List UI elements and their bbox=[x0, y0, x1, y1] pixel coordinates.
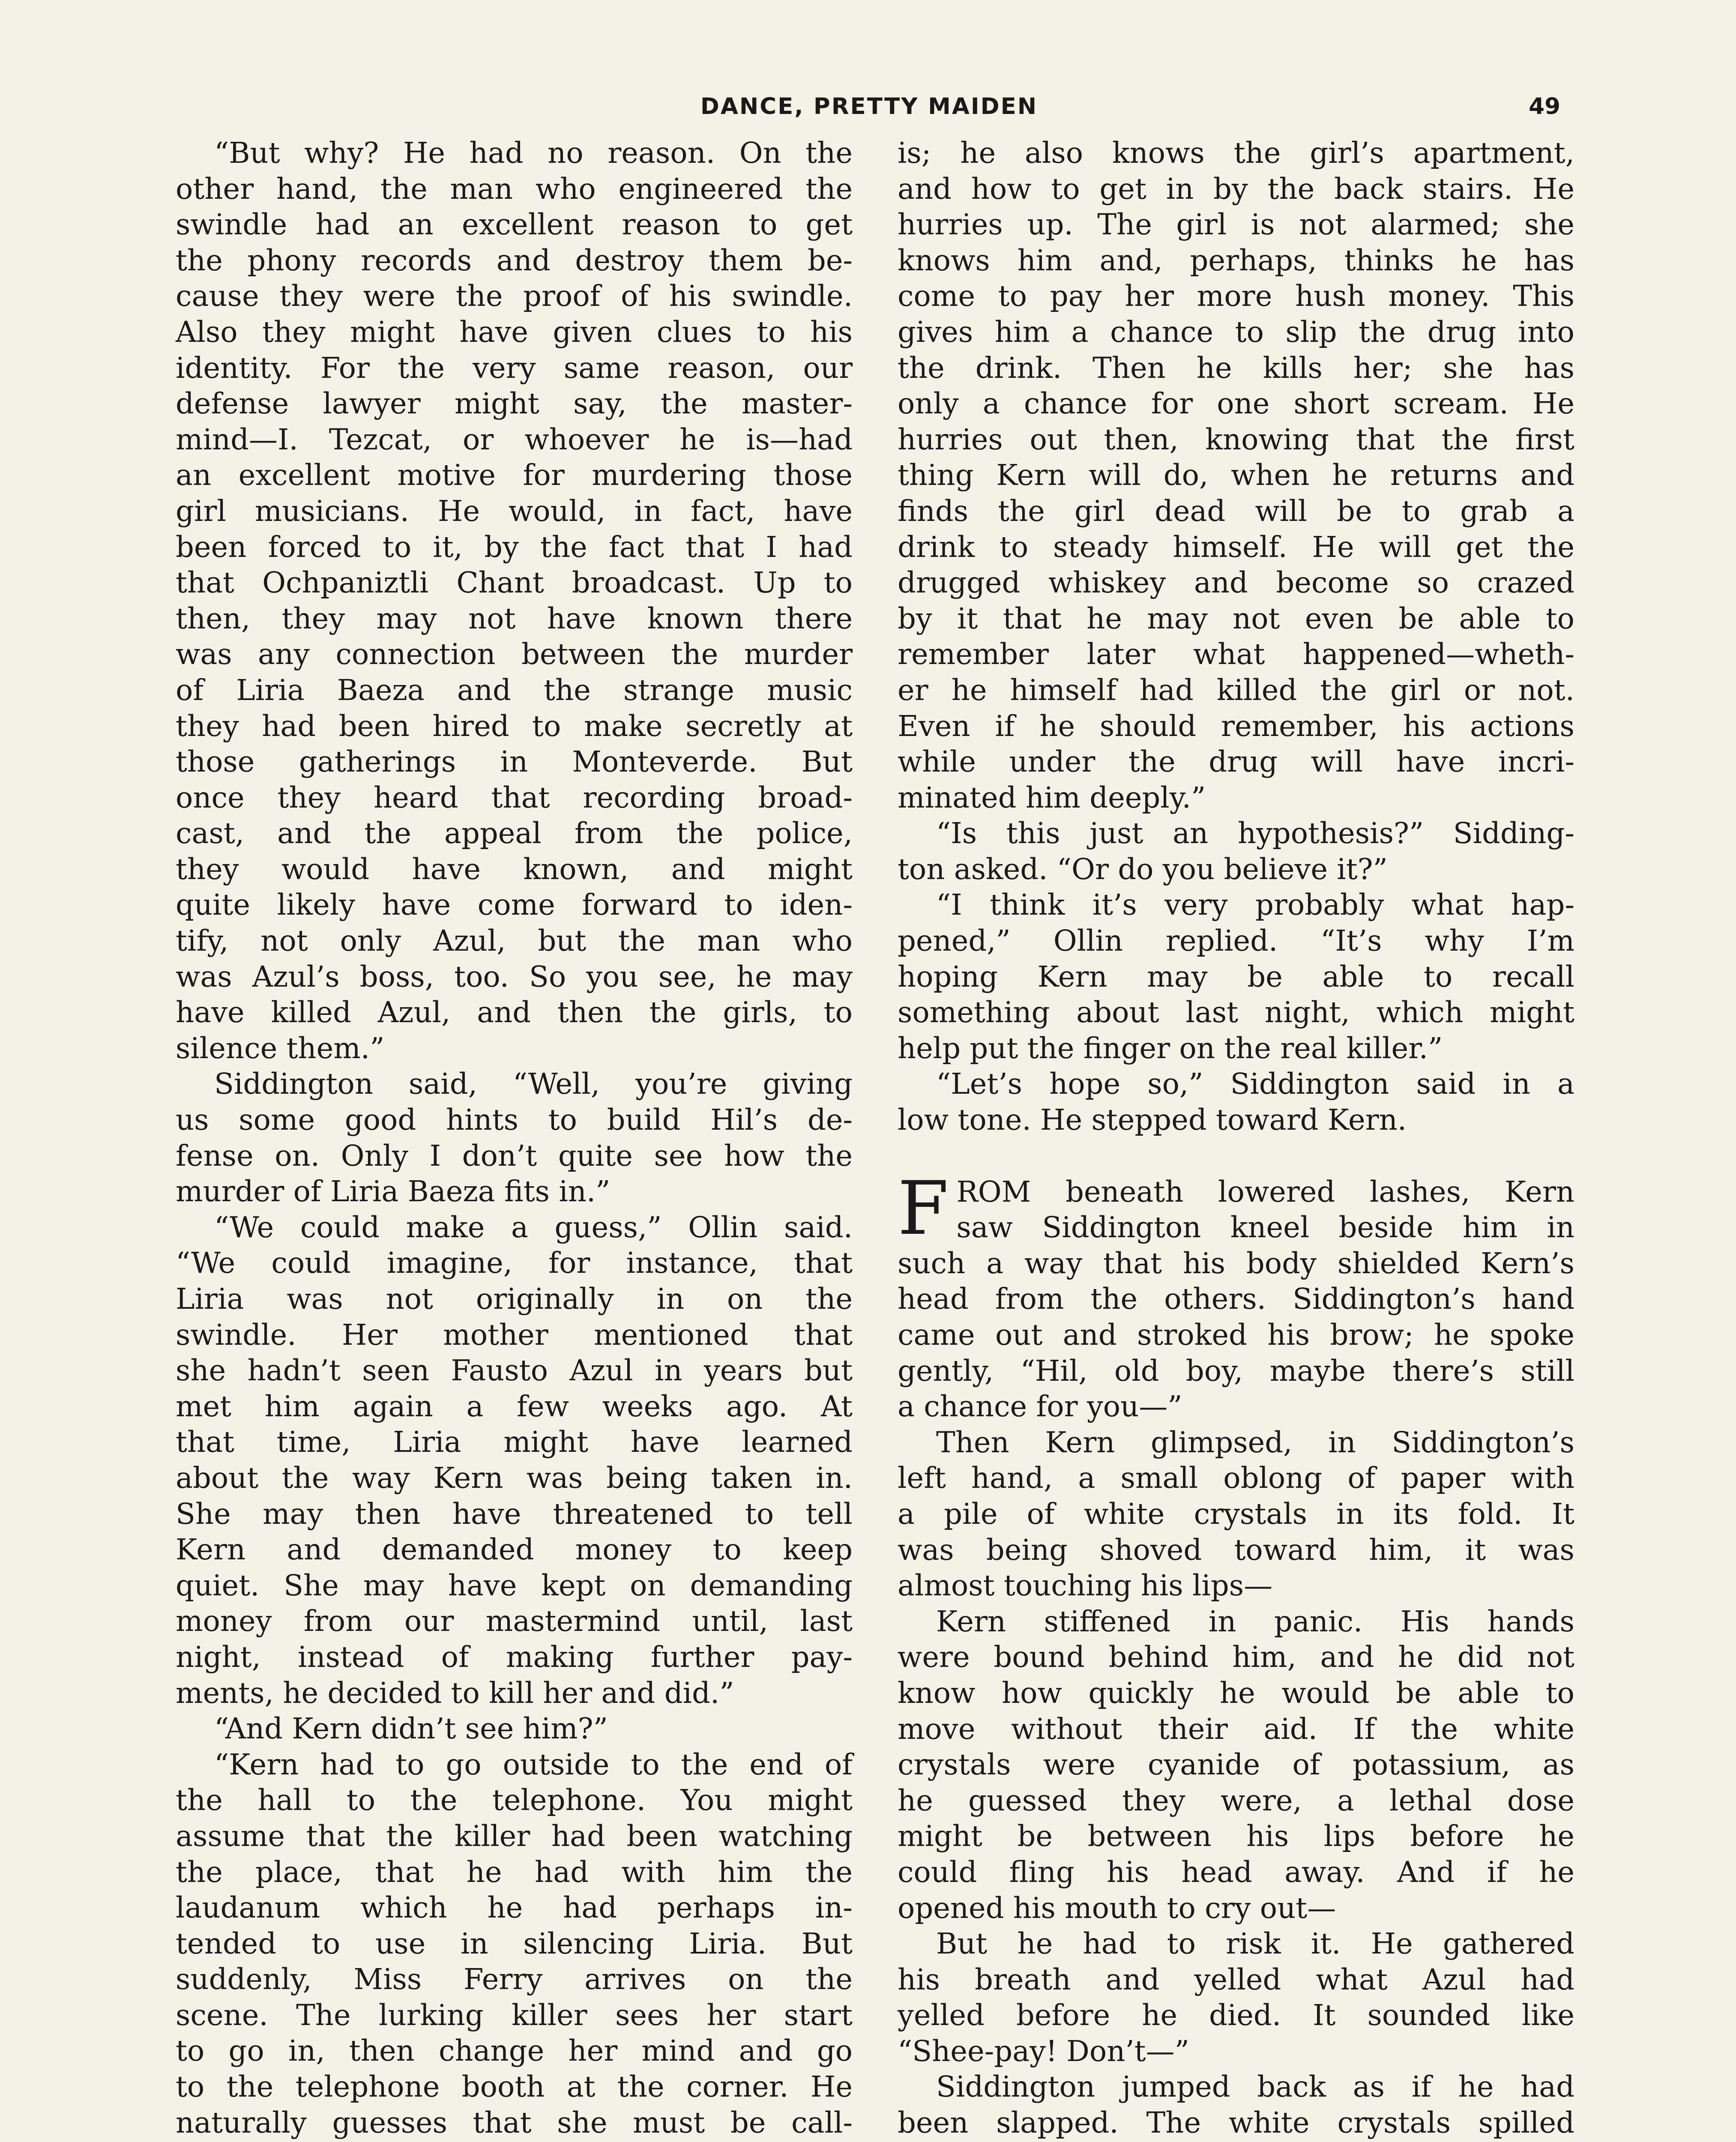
text-line: met him again a few weeks ago. At bbox=[176, 1389, 853, 1423]
text-line: while under the drug will have incri- bbox=[898, 745, 1574, 779]
text-line: drugged whiskey and become so crazed bbox=[898, 566, 1574, 600]
text-line: “We could make a guess,” Ollin said. bbox=[214, 1210, 853, 1244]
text-line: by it that he may not even be able to bbox=[898, 601, 1574, 635]
text-line: assume that the killer had been watching bbox=[176, 1819, 853, 1853]
drop-cap: F bbox=[898, 1165, 949, 1251]
text-line: ROM beneath lowered lashes, Kern bbox=[956, 1175, 1574, 1209]
text-line: then, they may not have known there bbox=[176, 601, 853, 635]
text-line: saw Siddington kneel beside him in bbox=[956, 1211, 1574, 1245]
text-line: drink to steady himself. He will get the bbox=[898, 530, 1574, 564]
text-line: once they heard that recording broad- bbox=[176, 781, 853, 814]
text-line: hurries out then, knowing that the first bbox=[898, 422, 1574, 456]
text-line: cast, and the appeal from the police, bbox=[176, 817, 853, 850]
text-line: help put the finger on the real killer.” bbox=[898, 1031, 1443, 1065]
text-line: that Ochpaniztli Chant broadcast. Up to bbox=[176, 566, 853, 600]
text-line: of Liria Baeza and the strange music bbox=[176, 673, 853, 707]
text-line: hoping Kern may be able to recall bbox=[898, 960, 1574, 993]
text-line: to the telephone booth at the corner. He bbox=[176, 2070, 853, 2104]
text-line: the drink. Then he kills her; she has bbox=[898, 351, 1574, 385]
text-line: knows him and, perhaps, thinks he has bbox=[898, 243, 1574, 277]
page-number: 49 bbox=[1529, 93, 1560, 120]
text-line: scene. The lurking killer sees her start bbox=[176, 1998, 853, 2032]
text-line: Siddington jumped back as if he had bbox=[936, 2070, 1574, 2104]
text-line: could fling his head away. And if he bbox=[898, 1855, 1574, 1889]
text-line: suddenly, Miss Ferry arrives on the bbox=[176, 1963, 853, 1996]
text-line: to go in, then change her mind and go bbox=[176, 2034, 853, 2068]
text-line: cause they were the proof of his swindle. bbox=[176, 279, 853, 313]
text-line: a chance for you—” bbox=[898, 1390, 1182, 1424]
text-line: they would have known, and might bbox=[176, 852, 853, 886]
text-line: defense lawyer might say, the master- bbox=[176, 387, 853, 421]
text-line: silence them.” bbox=[176, 1031, 385, 1065]
text-line: night, instead of making further pay- bbox=[176, 1640, 853, 1674]
text-line: Kern stiffened in panic. His hands bbox=[936, 1604, 1574, 1638]
text-line: “But why? He had no reason. On the bbox=[214, 136, 853, 170]
text-line: “And Kern didn’t see him?” bbox=[214, 1712, 608, 1746]
text-line: thing Kern will do, when he returns and bbox=[898, 458, 1574, 492]
text-line: such a way that his body shielded Kern’s bbox=[898, 1246, 1574, 1280]
text-line: hurries up. The girl is not alarmed; she bbox=[898, 208, 1574, 242]
text-line: been slapped. The white crystals spilled bbox=[898, 2106, 1574, 2140]
text-line: and how to get in by the back stairs. He bbox=[898, 172, 1574, 206]
text-line: girl musicians. He would, in fact, have bbox=[176, 494, 853, 528]
text-line: those gatherings in Monteverde. But bbox=[176, 745, 853, 779]
text-line: pened,” Ollin replied. “It’s why I’m bbox=[898, 924, 1574, 958]
text-line: almost touching his lips— bbox=[898, 1569, 1273, 1603]
text-line: naturally guesses that she must be call- bbox=[176, 2106, 853, 2139]
text-line: an excellent motive for murdering those bbox=[176, 458, 853, 492]
text-line: ton asked. “Or do you believe it?” bbox=[898, 852, 1388, 886]
text-line: he guessed they were, a lethal dose bbox=[898, 1783, 1574, 1817]
section-opening bbox=[898, 1165, 1574, 2142]
text-line: “Is this just an hypothesis?” Sidding- bbox=[936, 817, 1574, 850]
text-line: come to pay her more hush money. This bbox=[898, 279, 1574, 313]
text-line: the hall to the telephone. You might bbox=[176, 1783, 853, 1817]
text-line: laudanum which he had perhaps in- bbox=[176, 1891, 853, 1925]
text-line: might be between his lips before he bbox=[898, 1819, 1574, 1853]
text-line: ments, he decided to kill her and did.” bbox=[176, 1676, 734, 1710]
text-line: Siddington said, “Well, you’re giving bbox=[214, 1067, 853, 1101]
text-line: murder of Liria Baeza fits in.” bbox=[176, 1175, 611, 1209]
text-line: about the way Kern was being taken in. bbox=[176, 1461, 853, 1495]
text-line: have killed Azul, and then the girls, to bbox=[176, 996, 853, 1029]
text-line: finds the girl dead will be to grab a bbox=[898, 494, 1574, 528]
text-line: swindle had an excellent reason to get bbox=[176, 208, 853, 242]
text-line: identity. For the very same reason, our bbox=[176, 351, 853, 385]
text-line: opened his mouth to cry out— bbox=[898, 1891, 1336, 1925]
text-line: was any connection between the murder bbox=[176, 637, 853, 671]
text-line: She may then have threatened to tell bbox=[176, 1497, 853, 1531]
text-line: Then Kern glimpsed, in Siddington’s bbox=[936, 1425, 1574, 1459]
running-title: DANCE, PRETTY MAIDEN bbox=[700, 93, 1038, 120]
text-line: a pile of white crystals in its fold. It bbox=[898, 1497, 1574, 1531]
text-line: “Let’s hope so,” Siddington said in a bbox=[936, 1067, 1574, 1101]
text-line: low tone. He stepped toward Kern. bbox=[898, 1103, 1407, 1137]
text-line: money from our mastermind until, last bbox=[176, 1604, 853, 1638]
text-line: was being shoved toward him, it was bbox=[898, 1533, 1574, 1567]
text-line: er he himself had killed the girl or not. bbox=[898, 673, 1574, 707]
text-line: us some good hints to build Hil’s de- bbox=[176, 1103, 853, 1137]
text-line: crystals were cyanide of potassium, as bbox=[898, 1748, 1574, 1782]
text-line: tended to use in silencing Liria. But bbox=[176, 1927, 853, 1960]
text-line: been forced to it, by the fact that I had bbox=[176, 530, 853, 564]
right-column bbox=[898, 135, 1574, 2142]
text-line: gives him a chance to slip the drug into bbox=[898, 315, 1574, 349]
text-line: quiet. She may have kept on demanding bbox=[176, 1568, 853, 1602]
text-line: “I think it’s very probably what hap- bbox=[936, 888, 1574, 922]
left-column bbox=[176, 135, 853, 2142]
text-line: left hand, a small oblong of paper with bbox=[898, 1461, 1574, 1495]
text-line: was Azul’s boss, too. So you see, he may bbox=[176, 960, 853, 993]
text-line: Also they might have given clues to his bbox=[176, 315, 853, 349]
text-line: only a chance for one short scream. He bbox=[898, 387, 1574, 421]
text-line: came out and stroked his brow; he spoke bbox=[898, 1318, 1574, 1352]
text-line: know how quickly he would be able to bbox=[898, 1676, 1574, 1710]
text-line: tify, not only Azul, but the man who bbox=[176, 924, 853, 958]
text-line: Even if he should remember, his actions bbox=[898, 709, 1574, 743]
text-line: something about last night, which might bbox=[898, 996, 1574, 1029]
text-line: she hadn’t seen Fausto Azul in years but bbox=[176, 1354, 853, 1388]
text-line: head from the others. Siddington’s hand bbox=[898, 1282, 1574, 1316]
text-line: the place, that he had with him the bbox=[176, 1855, 853, 1889]
text-line: other hand, the man who engineered the bbox=[176, 172, 853, 206]
text-line: yelled before he died. It sounded like bbox=[898, 1998, 1574, 2032]
text-line: But he had to risk it. He gathered bbox=[936, 1927, 1574, 1961]
text-line: “We could imagine, for instance, that bbox=[176, 1246, 853, 1280]
text-line: Liria was not originally in on the bbox=[176, 1282, 853, 1316]
text-line: minated him deeply.” bbox=[898, 781, 1206, 814]
text-line: is; he also knows the girl’s apartment, bbox=[898, 136, 1574, 170]
text-line: move without their aid. If the white bbox=[898, 1712, 1574, 1746]
text-line: quite likely have come forward to iden- bbox=[176, 888, 853, 922]
page-header bbox=[178, 93, 1560, 128]
text-line: remember later what happened—wheth- bbox=[898, 637, 1574, 671]
text-line: were bound behind him, and he did not bbox=[898, 1640, 1574, 1674]
text-line: fense on. Only I don’t quite see how the bbox=[176, 1139, 853, 1173]
text-line: “Kern had to go outside to the end of bbox=[214, 1747, 853, 1781]
text-line: that time, Liria might have learned bbox=[176, 1425, 853, 1459]
text-line: his breath and yelled what Azul had bbox=[898, 1963, 1574, 1996]
text-line: they had been hired to make secretly at bbox=[176, 709, 853, 743]
text-line: Kern and demanded money to keep bbox=[176, 1533, 853, 1567]
text-line: “Shee-pay! Don’t—” bbox=[898, 2034, 1189, 2068]
text-line: the phony records and destroy them be- bbox=[176, 243, 853, 277]
text-line: swindle. Her mother mentioned that bbox=[176, 1318, 853, 1352]
text-line: gently, “Hil, old boy, maybe there’s still bbox=[898, 1354, 1574, 1388]
text-line: mind—I. Tezcat, or whoever he is—had bbox=[176, 422, 853, 456]
